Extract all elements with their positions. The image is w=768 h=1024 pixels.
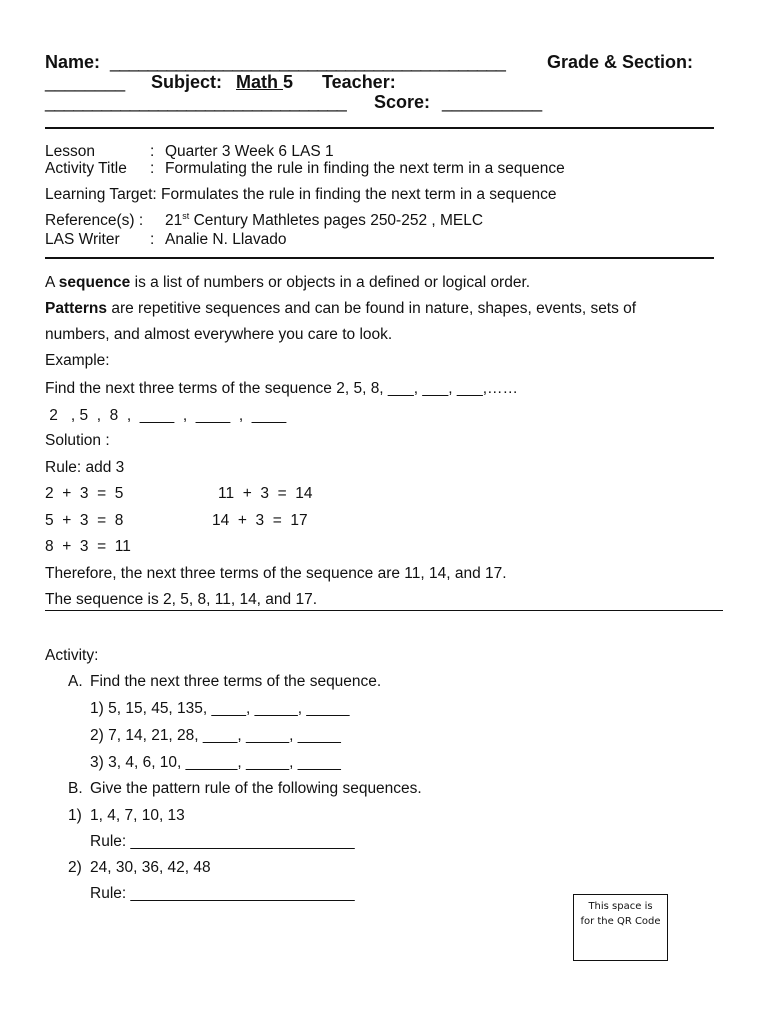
part-b-item-1-sequence: 1, 4, 7, 10, 13 bbox=[90, 807, 185, 824]
therefore-statement: Therefore, the next three terms of the sequence are 11, 14, and 17. bbox=[45, 565, 507, 582]
patterns-definition: Patterns are repetitive sequences and can be found in nature, shapes, events, sets of bbox=[45, 300, 637, 317]
lesson-label: Lesson bbox=[45, 143, 95, 160]
subject-label: Subject: bbox=[151, 72, 223, 92]
reference-value: 21st Century Mathletes pages 250-252 , MELC bbox=[165, 211, 484, 229]
sequence-conclusion: The sequence is 2, 5, 8, 11, 14, and 17. bbox=[45, 591, 318, 608]
writer-value: Analie N. Llavado bbox=[165, 231, 287, 248]
meta-divider bbox=[45, 257, 714, 259]
part-b-item-2-sequence: 24, 30, 36, 42, 48 bbox=[90, 859, 211, 876]
writer-colon: : bbox=[150, 231, 155, 248]
teacher-label: Teacher: bbox=[322, 72, 396, 92]
part-a-instruction: Find the next three terms of the sequence. bbox=[90, 673, 382, 690]
score-blank[interactable]: __________ bbox=[442, 92, 543, 112]
activity-label: Activity: bbox=[45, 647, 99, 664]
part-b-item-2-rule[interactable]: Rule: __________________________ bbox=[90, 885, 355, 902]
calc-line-3: 8 + 3 = 11 bbox=[45, 538, 131, 555]
part-b-item-1-number: 1) bbox=[68, 807, 82, 824]
calc-line-2b: 14 + 3 = 17 bbox=[212, 512, 308, 529]
score-label: Score: bbox=[374, 92, 431, 112]
solution-label: Solution : bbox=[45, 432, 110, 449]
example-question: Find the next three terms of the sequence 2, 5, 8, ___, ___, ___,…… bbox=[45, 380, 519, 397]
lesson-colon: : bbox=[150, 143, 155, 160]
qr-code-placeholder: This space is for the QR Code bbox=[573, 894, 668, 961]
writer-label: LAS Writer bbox=[45, 231, 120, 248]
calc-line-1a: 2 + 3 = 5 bbox=[45, 485, 124, 502]
example-sequence: 2 , 5 , 8 , ____ , ____ , ____ bbox=[45, 407, 287, 424]
learning-target: Learning Target: Formulates the rule in finding the next term in a sequence bbox=[45, 186, 557, 203]
name-label: Name: bbox=[45, 52, 101, 72]
grade-section-label: Grade & Section: bbox=[547, 52, 694, 72]
lesson-value: Quarter 3 Week 6 LAS 1 bbox=[165, 143, 334, 160]
part-a-item-2[interactable]: 2) 7, 14, 21, 28, ____, _____, _____ bbox=[90, 727, 341, 744]
activity-title-colon: : bbox=[150, 160, 155, 177]
reference-label: Reference(s) : bbox=[45, 212, 144, 229]
teacher-blank[interactable]: ________________________________ bbox=[45, 92, 347, 112]
grade-section-blank[interactable]: ________ bbox=[45, 72, 126, 92]
name-blank[interactable]: __________________________________________ bbox=[110, 52, 506, 72]
part-b-item-2-number: 2) bbox=[68, 859, 82, 876]
part-b-instruction: Give the pattern rule of the following sequences. bbox=[90, 780, 422, 797]
patterns-definition-line2: numbers, and almost everywhere you care to look. bbox=[45, 326, 393, 343]
activity-title-value: Formulating the rule in finding the next term in a sequence bbox=[165, 160, 565, 177]
part-b-label: B. bbox=[68, 780, 83, 797]
part-a-label: A. bbox=[68, 673, 83, 690]
activity-title-label: Activity Title bbox=[45, 160, 127, 177]
example-label: Example: bbox=[45, 352, 110, 369]
part-b-item-1-rule[interactable]: Rule: __________________________ bbox=[90, 833, 355, 850]
subject-value: Math 5 bbox=[236, 72, 294, 92]
header-divider bbox=[45, 127, 714, 129]
part-a-item-1[interactable]: 1) 5, 15, 45, 135, ____, _____, _____ bbox=[90, 700, 350, 717]
rule-label: Rule: add 3 bbox=[45, 459, 125, 476]
calc-line-1b: 11 + 3 = 14 bbox=[218, 485, 313, 502]
part-a-item-3[interactable]: 3) 3, 4, 6, 10, ______, _____, _____ bbox=[90, 754, 341, 771]
sequence-definition: A sequence is a list of numbers or objects in a defined or logical order. bbox=[45, 274, 531, 291]
example-divider bbox=[45, 610, 723, 611]
calc-line-2a: 5 + 3 = 8 bbox=[45, 512, 124, 529]
